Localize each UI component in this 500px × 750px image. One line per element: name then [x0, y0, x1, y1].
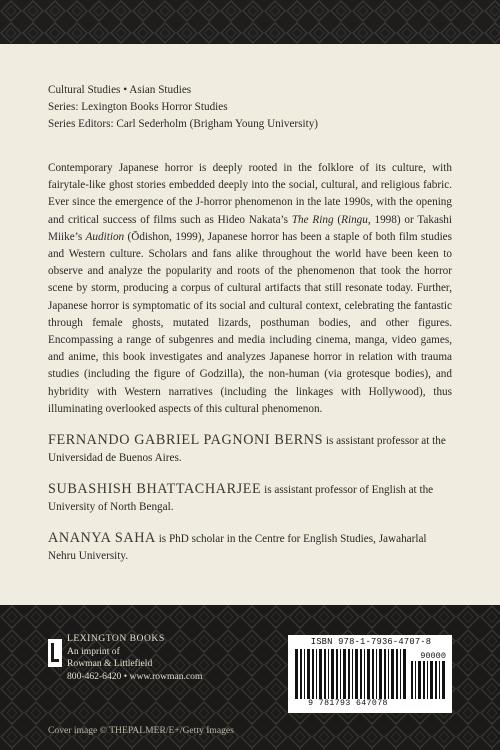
publisher-parent: Rowman & Littlefield [67, 658, 153, 670]
isbn-number: ISBN 978-1-7936-4707-8 [310, 637, 432, 647]
author-description: is assistant professor at the Universidad de Buenos Aires. [48, 435, 446, 464]
decorative-pattern [0, 0, 500, 44]
film-title: The Ring [291, 213, 334, 226]
barcode-bars-icon [294, 649, 406, 699]
film-title: Ringu [341, 213, 368, 226]
back-cover-panel [0, 44, 500, 605]
price-barcode-icon [410, 661, 446, 699]
series-info [48, 82, 318, 133]
author-description: is assistant professor of English at the University of North Bengal. [48, 484, 434, 513]
barcode-digits: 9 781793 647078 [308, 699, 388, 708]
series-editors: Series Editors: Carl Sederholm (Brigham Young University) [48, 118, 319, 130]
lexington-logo-icon [48, 639, 62, 667]
blurb-text: ( [333, 213, 342, 226]
bottom-pattern-band [0, 605, 500, 750]
blurb-text: , 1998) or Takashi Miike’s [48, 213, 452, 243]
author-bio [48, 432, 452, 467]
cover-image-credit: Cover image © THEPALMER/E+/Getty Images [48, 725, 234, 736]
blurb-text: (Ōdishon, 1999), Japanese horror has been a staple of both film studies and Western culture. Scholars and fans alike throughout the world have been keen to observe and analyze the popularity and roots of the phenomenon that took the horror scene by storm, producing a corpus of cultural artifacts that still resonate today. Further, Japanese horror is symptomatic of its social and cultural context, celebrating the fantastic through female ghosts, mutated lizards, posthuman bodies, and other figures. Encompassing a range of subgenres and media including cinema, manga, video games, and anime, this book investigates and analyzes Japanese horror in relation with trauma studies (including the figure of Godzilla), the non-human (via grotesque bodies), and hybridity with Western narratives (including the linkages with Hollywood), thus illuminating overlooked aspects of this cultural phenomenon. [48, 230, 453, 415]
blurb-text: Contemporary Japanese horror is deeply rooted in the folklore of its culture, with fairytale-like ghost stories embedded deeply into the social, cultural, and religious fabric. Ever since the emergence of the J-horror phenomenon in the late 1990s, with the opening and critical success of films such as Hideo Nakata’s [48, 162, 452, 226]
author-name: FERNANDO GABRIEL PAGNONI BERNS [48, 432, 324, 448]
series-name: Series: Lexington Books Horror Studies [48, 101, 228, 113]
film-title: Audition [85, 230, 125, 243]
top-pattern-band [0, 0, 500, 44]
author-name: SUBASHISH BHATTACHARJEE [48, 481, 262, 497]
publisher-info [67, 633, 202, 683]
isbn-barcode [288, 635, 452, 713]
book-description [48, 160, 452, 418]
author-name: ANANYA SAHA [48, 530, 156, 546]
publisher-imprint: An imprint of [67, 645, 120, 657]
author-bio [48, 530, 452, 565]
author-bios [48, 432, 452, 579]
publisher-contact: 800-462-6420 • www.rowman.com [67, 670, 203, 682]
publisher-name: LEXINGTON BOOKS [67, 633, 165, 644]
author-description: is PhD scholar in the Centre for English Studies, Jawaharlal Nehru University. [48, 533, 427, 562]
price-code: 90000 [420, 651, 446, 661]
subjects: Cultural Studies • Asian Studies [48, 84, 192, 96]
author-bio [48, 481, 452, 516]
